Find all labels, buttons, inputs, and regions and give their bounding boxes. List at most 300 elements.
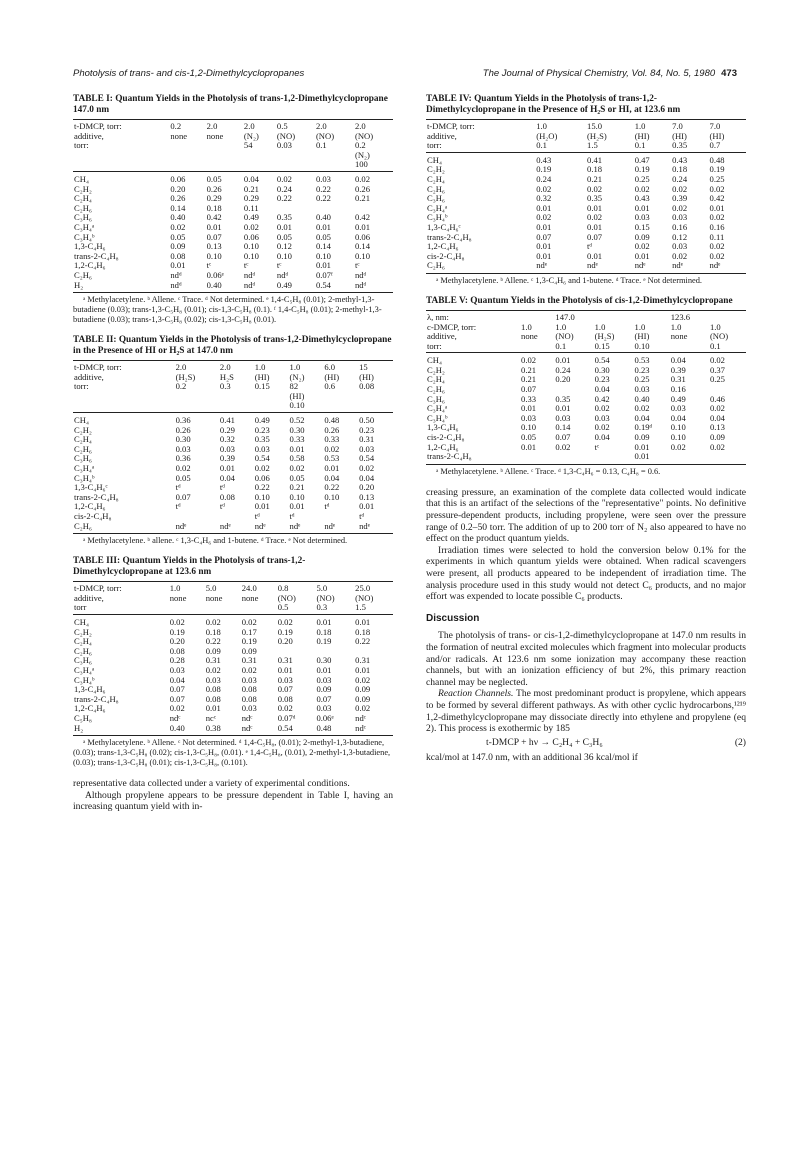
table-cell: 0.09 <box>355 693 371 704</box>
table-cell: 0.02 <box>254 463 270 474</box>
header-cell: 0.35 <box>671 141 708 152</box>
table-header-row <box>426 342 746 353</box>
table-cell: ndᶜ <box>355 712 366 723</box>
table-row <box>73 204 393 214</box>
header-cell <box>206 151 243 161</box>
table-cell: 0.24 <box>672 173 688 184</box>
table-cell: 0.06ᵉ <box>206 269 224 280</box>
row-label: C₃H₆ <box>74 453 92 464</box>
table-cell: 0.06ᵉ <box>316 712 334 723</box>
page-number: 473 <box>721 68 737 79</box>
table-cell: 0.05 <box>175 472 191 483</box>
table-cell: 0.03 <box>254 443 270 454</box>
header-cell: 0.03 <box>276 140 292 151</box>
header-cell <box>254 401 289 412</box>
header-cell: (NO) <box>709 331 729 342</box>
table-cell: 0.07 <box>521 384 537 395</box>
table-label: TABLE III: <box>73 556 121 567</box>
row-label: C₂H₄ <box>427 374 445 385</box>
table-cell: ndᵉ <box>535 261 586 273</box>
table-cell: 0.46 <box>709 393 725 404</box>
header-cell: H₂S <box>219 371 234 382</box>
table-caption-text: Quantum Yields in the Photolysis of trans-1,2-Dimethylcyclopropane in the Presence of HI or H₂S at 147.0 nm <box>73 335 392 357</box>
table-cell: 0.22 <box>355 636 371 647</box>
left-body-text <box>73 778 393 813</box>
row-label: 1,3-C₄H₆ <box>74 241 106 252</box>
table-cell: 0.30 <box>316 655 332 666</box>
table-cell: ndᶜ <box>241 724 277 736</box>
section-heading: Discussion <box>426 612 480 624</box>
table-cell: 0.02 <box>672 183 688 194</box>
table-cell: 0.04 <box>243 173 259 184</box>
table-cell: 0.47 <box>634 154 650 165</box>
header-cell: 1.0 <box>254 361 289 373</box>
table-row <box>73 637 393 647</box>
header-cell: 0.7 <box>709 141 746 152</box>
table-cell: 0.43 <box>536 154 552 165</box>
table-cell: 0.53 <box>324 453 340 464</box>
table-cell: 0.02 <box>170 221 186 232</box>
header-cell: none <box>206 130 224 141</box>
table-cell: 0.35 <box>555 393 571 404</box>
row-label: 1,2-C₄H₆ <box>74 703 106 714</box>
row-label: C₂H₆ <box>427 183 445 194</box>
header-cell: 0.2 <box>169 120 205 132</box>
table-cell: 0.02 <box>241 616 257 627</box>
row-label: cis-2-C₄H₈ <box>74 511 112 521</box>
row-label: trans-2-C₄H₈ <box>426 452 520 464</box>
header-cell <box>175 392 219 402</box>
table-cell: 0.22 <box>324 482 340 493</box>
table-footnote: ᵃ Methylacetylene. ᵇ Allene. ᶜ Trace. ᵈ Not determined. ᵉ 1,4-C₅H₈ (0.01); 2-methyl-1,3-butadiene (0.03); trans-1,3-C₅H₈ (0.01); cis-1,3-C₅H₈ (0.1). ᶠ 1,4-C₅H₈ (0.01); 2-methyl-1,3-butadiene (0.03); trans-1,3-C₅H₈ (0.02); cis-1,3-C₅H₈ (0.01). <box>73 295 382 325</box>
table-cell: ndᵉ <box>671 261 708 273</box>
table-cell: 0.10 <box>276 250 292 261</box>
table-header-row <box>426 323 746 333</box>
table-cell: 0.54 <box>315 281 354 293</box>
table-cell: 0.02 <box>709 250 725 261</box>
table-cell: 0.04 <box>709 412 725 423</box>
table-row <box>73 413 393 426</box>
table-cell: 0.18 <box>672 164 688 175</box>
table-header-row <box>73 382 393 392</box>
table-cell: 0.06 <box>354 231 370 242</box>
table-cell: 0.10 <box>254 491 270 502</box>
table-cell: 0.19 <box>536 164 552 175</box>
table-cell: ndᵈ <box>354 269 367 280</box>
header-cell: none <box>169 592 187 603</box>
table-row <box>426 375 746 385</box>
table-cell: tᶜ <box>594 441 600 452</box>
header-cell <box>206 141 243 151</box>
table-cell: 0.43 <box>672 154 688 165</box>
table-row <box>73 685 393 695</box>
table-cell: 0.09 <box>634 231 650 242</box>
table-cell: 0.42 <box>354 212 370 223</box>
table-cell: 0.02 <box>709 403 725 414</box>
table-row <box>426 404 746 414</box>
table-row <box>73 213 393 223</box>
row-label: CH₄ <box>427 154 442 165</box>
table-cell: 0.24 <box>555 364 571 375</box>
table-cell: 0.01 <box>536 202 552 213</box>
table-cell: tᶜ <box>276 260 282 271</box>
row-label: H₂ <box>73 281 169 293</box>
row-label: C₃H₄ᵃ <box>74 664 95 675</box>
table-cell: 0.10 <box>521 422 537 433</box>
paragraph: Reaction Channels. The most predominant product is propylene, which appears to be formed by several different pathways. As with other cyclic hydrocarbons,¹²¹⁹ 1,2-dimethylcyclopropane may dissociate directly into ethylene and propylene (eq 2). This process is exothermic by 185 <box>426 688 747 735</box>
table-cell: tᵈ <box>219 501 225 512</box>
table-header-row <box>426 120 746 132</box>
table-cell: ndᵈ <box>243 281 276 293</box>
table-cell: 0.02 <box>521 355 537 366</box>
header-cell: 2.0 <box>175 361 219 373</box>
table-cell: 0.42 <box>709 193 725 204</box>
table-cell <box>709 452 746 464</box>
header-cell: 25.0 <box>354 582 393 594</box>
table-cell: 0.02 <box>289 463 305 474</box>
table-cell: 0.39 <box>670 364 686 375</box>
table-cell: 0.19 <box>169 626 185 637</box>
table-row <box>426 223 746 233</box>
table-cell: 0.18 <box>355 626 371 637</box>
table-footnote: ᵃ Methylacetylene. ᵇ Allene. ᶜ 1,3-C₄H₆ and 1-butene. ᵈ Trace. ᵉ Not determined. <box>436 275 703 285</box>
table-cell: 0.58 <box>289 453 305 464</box>
table-cell: 0.01 <box>315 221 331 232</box>
table-cell: ndᵈ <box>170 269 182 280</box>
table-row <box>73 695 393 705</box>
table-cell: 0.02 <box>276 173 292 184</box>
table-cell: 0.01 <box>315 260 331 271</box>
table-cell: 0.20 <box>359 482 375 493</box>
table-header-row <box>73 151 393 161</box>
table-cell: 0.02 <box>587 183 603 194</box>
header-cell: none <box>241 592 259 603</box>
header-cell: 1.0 <box>709 321 721 332</box>
header-cell: 0.3 <box>315 603 354 614</box>
header-cell: 1.0 <box>521 321 532 332</box>
header-cell: 1.0 <box>169 582 205 594</box>
row-label: C₃H₄ᵃ <box>427 403 448 414</box>
table-cell: 0.04 <box>359 472 375 483</box>
header-cell <box>254 392 289 402</box>
header-cell <box>205 603 241 614</box>
table-cell: ndᵉ <box>289 522 324 534</box>
table-cell: 0.35 <box>587 193 603 204</box>
header-cell: torr: <box>74 140 89 151</box>
equation-number: (2) <box>734 736 746 748</box>
table-cell: 0.26 <box>175 424 191 435</box>
table-cell: 0.01 <box>324 463 340 474</box>
data-table <box>426 310 746 465</box>
header-cell: (H₂O) <box>536 130 558 141</box>
header-cell: 5.0 <box>205 582 241 594</box>
equation <box>426 737 746 750</box>
table-caption <box>73 335 393 357</box>
right-body-text <box>426 487 746 763</box>
table-row <box>73 614 393 627</box>
row-label: C₃H₆ <box>427 393 445 404</box>
table-cell: tᵈ <box>175 482 181 493</box>
header-cell: 0.5 <box>276 120 315 132</box>
table-cell: 0.21 <box>354 193 370 204</box>
table-row <box>73 474 393 484</box>
header-cell: (N₂) <box>243 130 259 141</box>
table-cell: 0.01 <box>354 221 370 232</box>
table-row <box>426 353 746 366</box>
header-cell: 0.15 <box>254 381 270 392</box>
header-cell <box>73 160 169 171</box>
table-row <box>426 433 746 443</box>
header-cell: 0.5 <box>277 603 316 614</box>
table-cell: 0.05 <box>521 432 537 443</box>
table-cell: 0.07 <box>277 684 293 695</box>
table-cell: 0.25 <box>709 374 725 385</box>
header-cell: 2.0 <box>206 120 243 132</box>
header-cell: 0.2 <box>175 381 187 392</box>
header-cell <box>520 310 554 322</box>
table-row <box>73 223 393 233</box>
table-cell: 0.54 <box>277 724 316 736</box>
table-row <box>426 366 746 376</box>
table-cell: 0.05 <box>276 231 292 242</box>
row-label: C₃H₄ᵃ <box>74 463 95 474</box>
table-cell: 0.21 <box>289 482 305 493</box>
header-cell <box>219 392 254 402</box>
table-2 <box>73 335 393 546</box>
table-cell: 0.10 <box>670 422 686 433</box>
row-label: trans-2-C₄H₈ <box>74 491 119 502</box>
table-cell: 0.02 <box>709 212 725 223</box>
table-cell: tᶜ <box>243 260 249 271</box>
table-cell: ndᶜ <box>354 724 393 736</box>
row-label: CH₄ <box>74 173 89 184</box>
header-cell: additive, <box>427 130 457 141</box>
table-cell: 0.16 <box>672 221 688 232</box>
table-cell: 0.01 <box>205 703 221 714</box>
table-cell: 0.03 <box>316 674 332 685</box>
table-row <box>73 233 393 243</box>
header-cell <box>276 160 315 171</box>
table-cell: 0.01 <box>709 202 725 213</box>
table-cell: 0.35 <box>276 212 292 223</box>
header-cell: 1.0 <box>670 321 682 332</box>
table-cell: 0.18 <box>316 626 332 637</box>
table-cell <box>520 452 554 464</box>
header-cell: 2.0 <box>354 120 393 132</box>
table-cell: 0.49 <box>254 415 270 426</box>
table-cell: 0.29 <box>206 193 222 204</box>
table-cell: 0.09 <box>241 645 257 656</box>
header-cell <box>73 401 175 412</box>
table-cell: 0.06 <box>243 231 259 242</box>
table-row <box>73 185 393 195</box>
table-cell: 0.54 <box>594 355 610 366</box>
table-cell: 0.13 <box>709 422 725 433</box>
running-header <box>73 68 737 82</box>
header-cell <box>169 151 205 161</box>
table-cell: 0.02 <box>324 443 340 454</box>
header-cell <box>358 401 393 412</box>
table-cell: 0.01 <box>521 441 537 452</box>
table-cell: 0.40 <box>315 212 331 223</box>
table-cell: 0.10 <box>670 432 686 443</box>
row-label: C₃H₄ᵇ <box>427 212 448 223</box>
table-cell: 0.03 <box>521 412 537 423</box>
row-label: C₃H₄ᵇ <box>74 231 95 242</box>
header-cell: (NO) <box>355 592 374 603</box>
table-cell: 0.04 <box>594 432 610 443</box>
row-label: C₃H₆ <box>74 212 92 223</box>
table-cell: 0.52 <box>289 415 305 426</box>
table-cell: 0.07 <box>536 231 552 242</box>
table-cell: 0.32 <box>219 434 235 445</box>
table-cell: 0.08 <box>169 645 185 656</box>
table-cell: 0.02 <box>587 212 603 223</box>
table-cell: ndᵈ <box>276 269 289 280</box>
table-row <box>426 452 746 464</box>
table-row <box>73 522 393 534</box>
table-row <box>73 714 393 724</box>
table-row <box>73 242 393 252</box>
row-label: C₃H₄ᵃ <box>427 202 448 213</box>
row-label: C₂H₆ <box>74 202 92 213</box>
paragraph: creasing pressure, an examination of the complete data collected would indicate that this is an artifact of the selections of the "representative" points. No definitive pressure-dependent products, including propylene, were seen over the pressure range of 0.2–50 torr. The addition of up to 200 torr of N₂ also appeared to have no effect on the product quantum yields. <box>426 486 746 545</box>
header-cell <box>594 310 634 322</box>
header-cell: 0.1 <box>315 140 327 151</box>
table-header-row <box>73 373 393 383</box>
table-row <box>426 252 746 262</box>
table-cell: 0.07 <box>206 231 222 242</box>
table-row <box>426 443 746 453</box>
row-label: 1,2-C₄H₆ <box>427 241 459 252</box>
header-cell: 0.2 <box>354 140 366 151</box>
table-caption <box>426 296 746 307</box>
table-cell: 0.01 <box>277 664 293 675</box>
table-cell: 0.20 <box>555 374 571 385</box>
row-label: C₂H₆ <box>74 269 92 280</box>
header-cell <box>358 392 393 402</box>
table-cell: 0.01 <box>219 463 235 474</box>
header-cell <box>169 160 205 171</box>
table-cell: 0.49 <box>276 281 315 293</box>
table-cell: 0.03 <box>672 212 688 223</box>
table-cell: 0.31 <box>355 655 371 666</box>
table-cell: 0.01 <box>355 616 371 627</box>
table-cell: 0.41 <box>587 154 603 165</box>
table-cell: 0.14 <box>170 202 186 213</box>
header-cell: (N₂) <box>354 149 370 160</box>
table-cell: 0.01 <box>355 664 371 675</box>
table-cell: 0.54 <box>359 453 375 464</box>
table-cell: 0.10 <box>354 250 370 261</box>
table-cell: 0.24 <box>276 183 292 194</box>
table-cell: 0.02 <box>169 703 185 714</box>
table-cell: 0.08 <box>277 693 293 704</box>
table-cell: 0.02 <box>670 441 686 452</box>
table-cell: tᵈ <box>289 511 295 521</box>
header-cell: none <box>205 592 223 603</box>
table-row <box>73 666 393 676</box>
header-cell: (H₂S) <box>175 371 196 382</box>
table-cell: 0.13 <box>206 241 222 252</box>
row-label: trans-2-C₄H₈ <box>74 250 119 261</box>
table-cell: 0.31 <box>359 434 375 445</box>
table-cell: 0.06 <box>170 173 186 184</box>
table-cell: 0.01 <box>555 355 571 366</box>
header-cell: 1.0 <box>634 321 646 332</box>
table-cell: 0.01 <box>521 403 537 414</box>
table-cell: 0.29 <box>243 193 259 204</box>
table-cell: 0.01 <box>359 501 375 512</box>
table-cell: 0.30 <box>594 364 610 375</box>
table-cell: ndᵉ <box>634 261 671 273</box>
table-cell: 0.05 <box>206 173 222 184</box>
table-cell: 0.02 <box>634 403 650 414</box>
header-cell: (NO) <box>277 592 296 603</box>
table-cell: 0.42 <box>594 393 610 404</box>
table-cell: 0.22 <box>315 183 331 194</box>
table-row <box>426 213 746 223</box>
header-cell: additive, <box>74 130 104 141</box>
table-cell <box>594 452 634 464</box>
table-cell: 0.10 <box>243 250 259 261</box>
table-cell: 0.02 <box>594 422 610 433</box>
header-cell: 1.5 <box>354 603 393 614</box>
table-row <box>73 271 393 281</box>
header-cell: t-DMCP, torr: <box>73 120 169 132</box>
header-cell <box>634 310 670 322</box>
row-label: C₃H₄ᵃ <box>74 221 95 232</box>
table-cell: ndᵉ <box>358 522 393 534</box>
table-cell: ndᵈ <box>354 281 393 293</box>
table-cell: 0.09 <box>709 432 725 443</box>
row-label: 1,3-C₄H₆ᶜ <box>427 221 461 232</box>
table-cell: 0.22 <box>315 193 331 204</box>
header-cell: (H₂S) <box>594 331 615 342</box>
table-cell: 0.10 <box>206 250 222 261</box>
table-row <box>73 502 393 512</box>
table-cell: ndᵉ <box>586 261 634 273</box>
table-cell: 0.48 <box>709 154 725 165</box>
header-cell <box>243 160 276 171</box>
table-header-row <box>73 141 393 151</box>
table-cell: 0.18 <box>587 164 603 175</box>
table-cell: 0.07 <box>169 684 185 695</box>
table-cell: 0.25 <box>634 173 650 184</box>
table-cell: 0.24 <box>536 173 552 184</box>
table-cell: 0.10 <box>243 241 259 252</box>
table-cell: 0.20 <box>277 636 293 647</box>
header-cell <box>243 151 276 161</box>
row-label: C₂H₄ <box>427 173 445 184</box>
header-cell <box>315 160 354 171</box>
table-cell: 0.16 <box>670 384 686 395</box>
table-cell: 0.23 <box>634 364 650 375</box>
table-cell: 0.02 <box>359 463 375 474</box>
table-row <box>426 185 746 195</box>
table-cell: 0.07 <box>175 491 191 502</box>
table-cell: 0.04 <box>594 384 610 395</box>
table-cell: 0.25 <box>634 374 650 385</box>
table-cell: 0.09 <box>316 684 332 695</box>
right-column <box>426 94 746 763</box>
table-cell: 0.09 <box>205 645 221 656</box>
table-cell: ndᵉ <box>323 522 358 534</box>
table-cell: 0.02 <box>169 616 185 627</box>
table-cell: 0.36 <box>175 453 191 464</box>
header-cell: torr: <box>426 342 520 353</box>
row-label: C₃H₄ᵇ <box>427 412 448 423</box>
